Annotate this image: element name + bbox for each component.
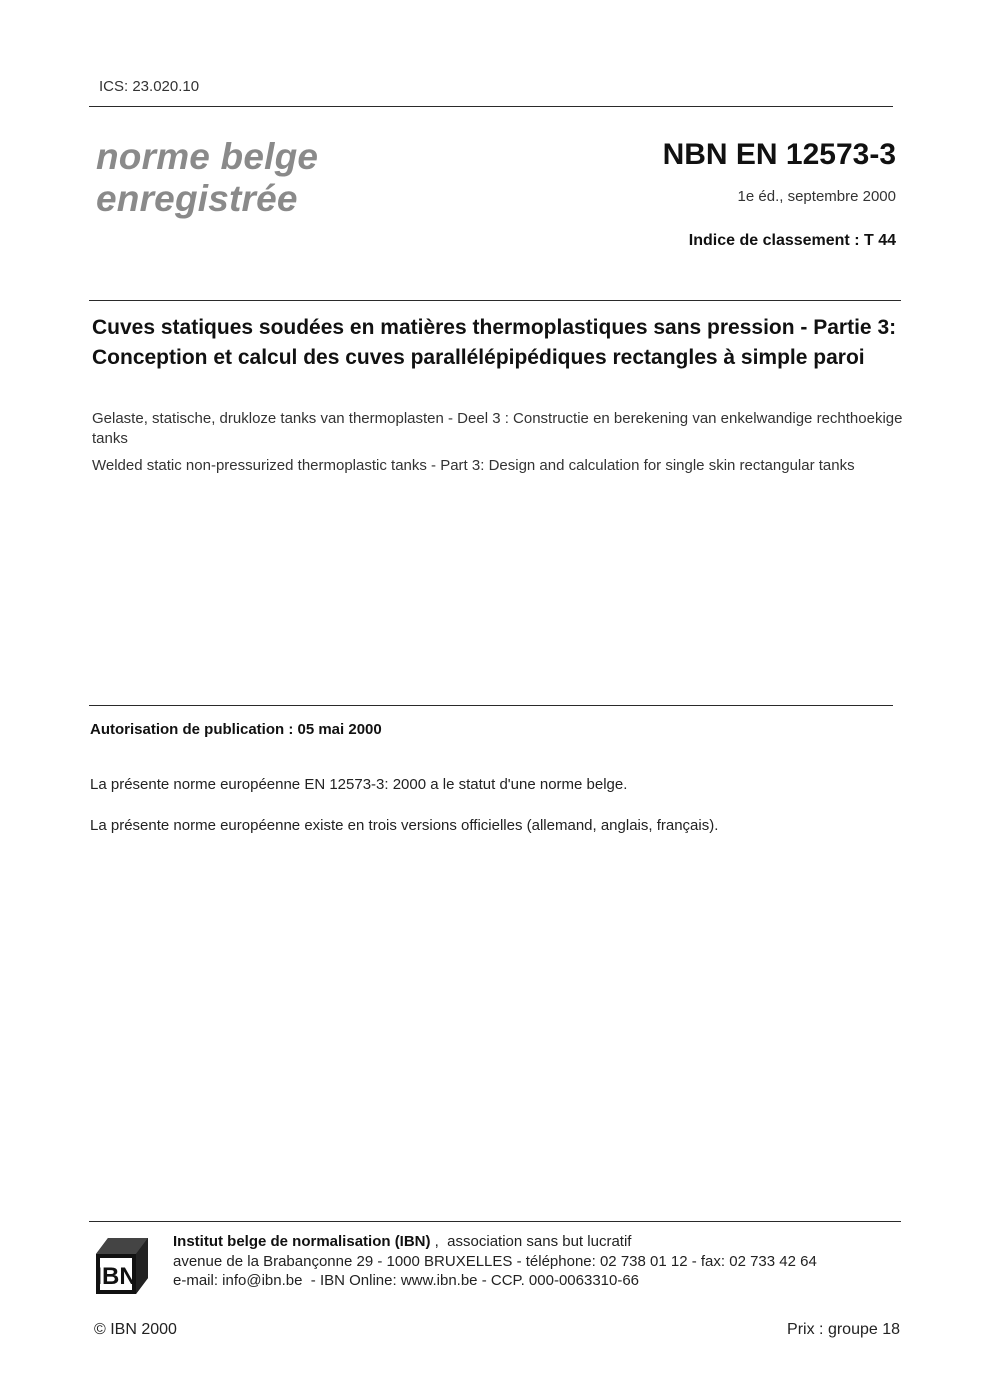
header-top-rule xyxy=(89,106,893,107)
price-group: Prix : groupe 18 xyxy=(787,1321,900,1338)
ibn-logo xyxy=(94,1236,150,1296)
ics-code: ICS: 23.020.10 xyxy=(99,78,200,95)
body-top-rule xyxy=(89,705,893,706)
title-dutch: Gelaste, statische, drukloze tanks van thermoplasten - Deel 3 : Constructie en berekening van enkelwandige rechthoekige tanks xyxy=(92,410,903,447)
brand-title xyxy=(96,136,318,220)
standard-number: NBN EN 12573-3 xyxy=(662,138,896,171)
brand-line-1: norme belge xyxy=(96,136,319,177)
classification-index: Indice de classement : T 44 xyxy=(688,232,896,249)
publication-authorization: Autorisation de publication : 05 mai 2000 xyxy=(90,721,382,738)
title-top-rule xyxy=(89,300,901,301)
publisher-info xyxy=(173,1232,817,1291)
publisher-name-line xyxy=(173,1232,817,1252)
publisher-contact: e-mail: info@ibn.be - IBN Online: www.ibn.be - CCP. 000-0063310-66 xyxy=(173,1272,640,1289)
publisher-address: avenue de la Brabançonne 29 - 1000 BRUXELLES - téléphone: 02 738 01 12 - fax: 02 733 42 64 xyxy=(173,1252,817,1270)
publisher-type: , association sans but lucratif xyxy=(430,1233,632,1250)
edition-date: 1e éd., septembre 2000 xyxy=(737,188,896,205)
versions-statement: La présente norme européenne existe en trois versions officielles (allemand, anglais, français). xyxy=(90,817,719,834)
copyright-notice: © IBN 2000 xyxy=(94,1321,177,1338)
publisher-name: Institut belge de normalisation (IBN) xyxy=(173,1233,431,1250)
title-english: Welded static non-pressurized thermoplastic tanks - Part 3: Design and calculation for single skin rectangular tanks xyxy=(92,457,855,474)
footer-top-rule xyxy=(89,1221,901,1222)
status-statement: La présente norme européenne EN 12573-3: 2000 a le statut d'une norme belge. xyxy=(90,776,628,793)
brand-line-2: enregistrée xyxy=(96,178,298,219)
logo-monogram: IBN xyxy=(95,1263,137,1290)
title-french: Cuves statiques soudées en matières thermoplastiques sans pression - Partie 3: Conception et calcul des cuves parallélépipédiques rectangles à simple paroi xyxy=(92,316,897,369)
